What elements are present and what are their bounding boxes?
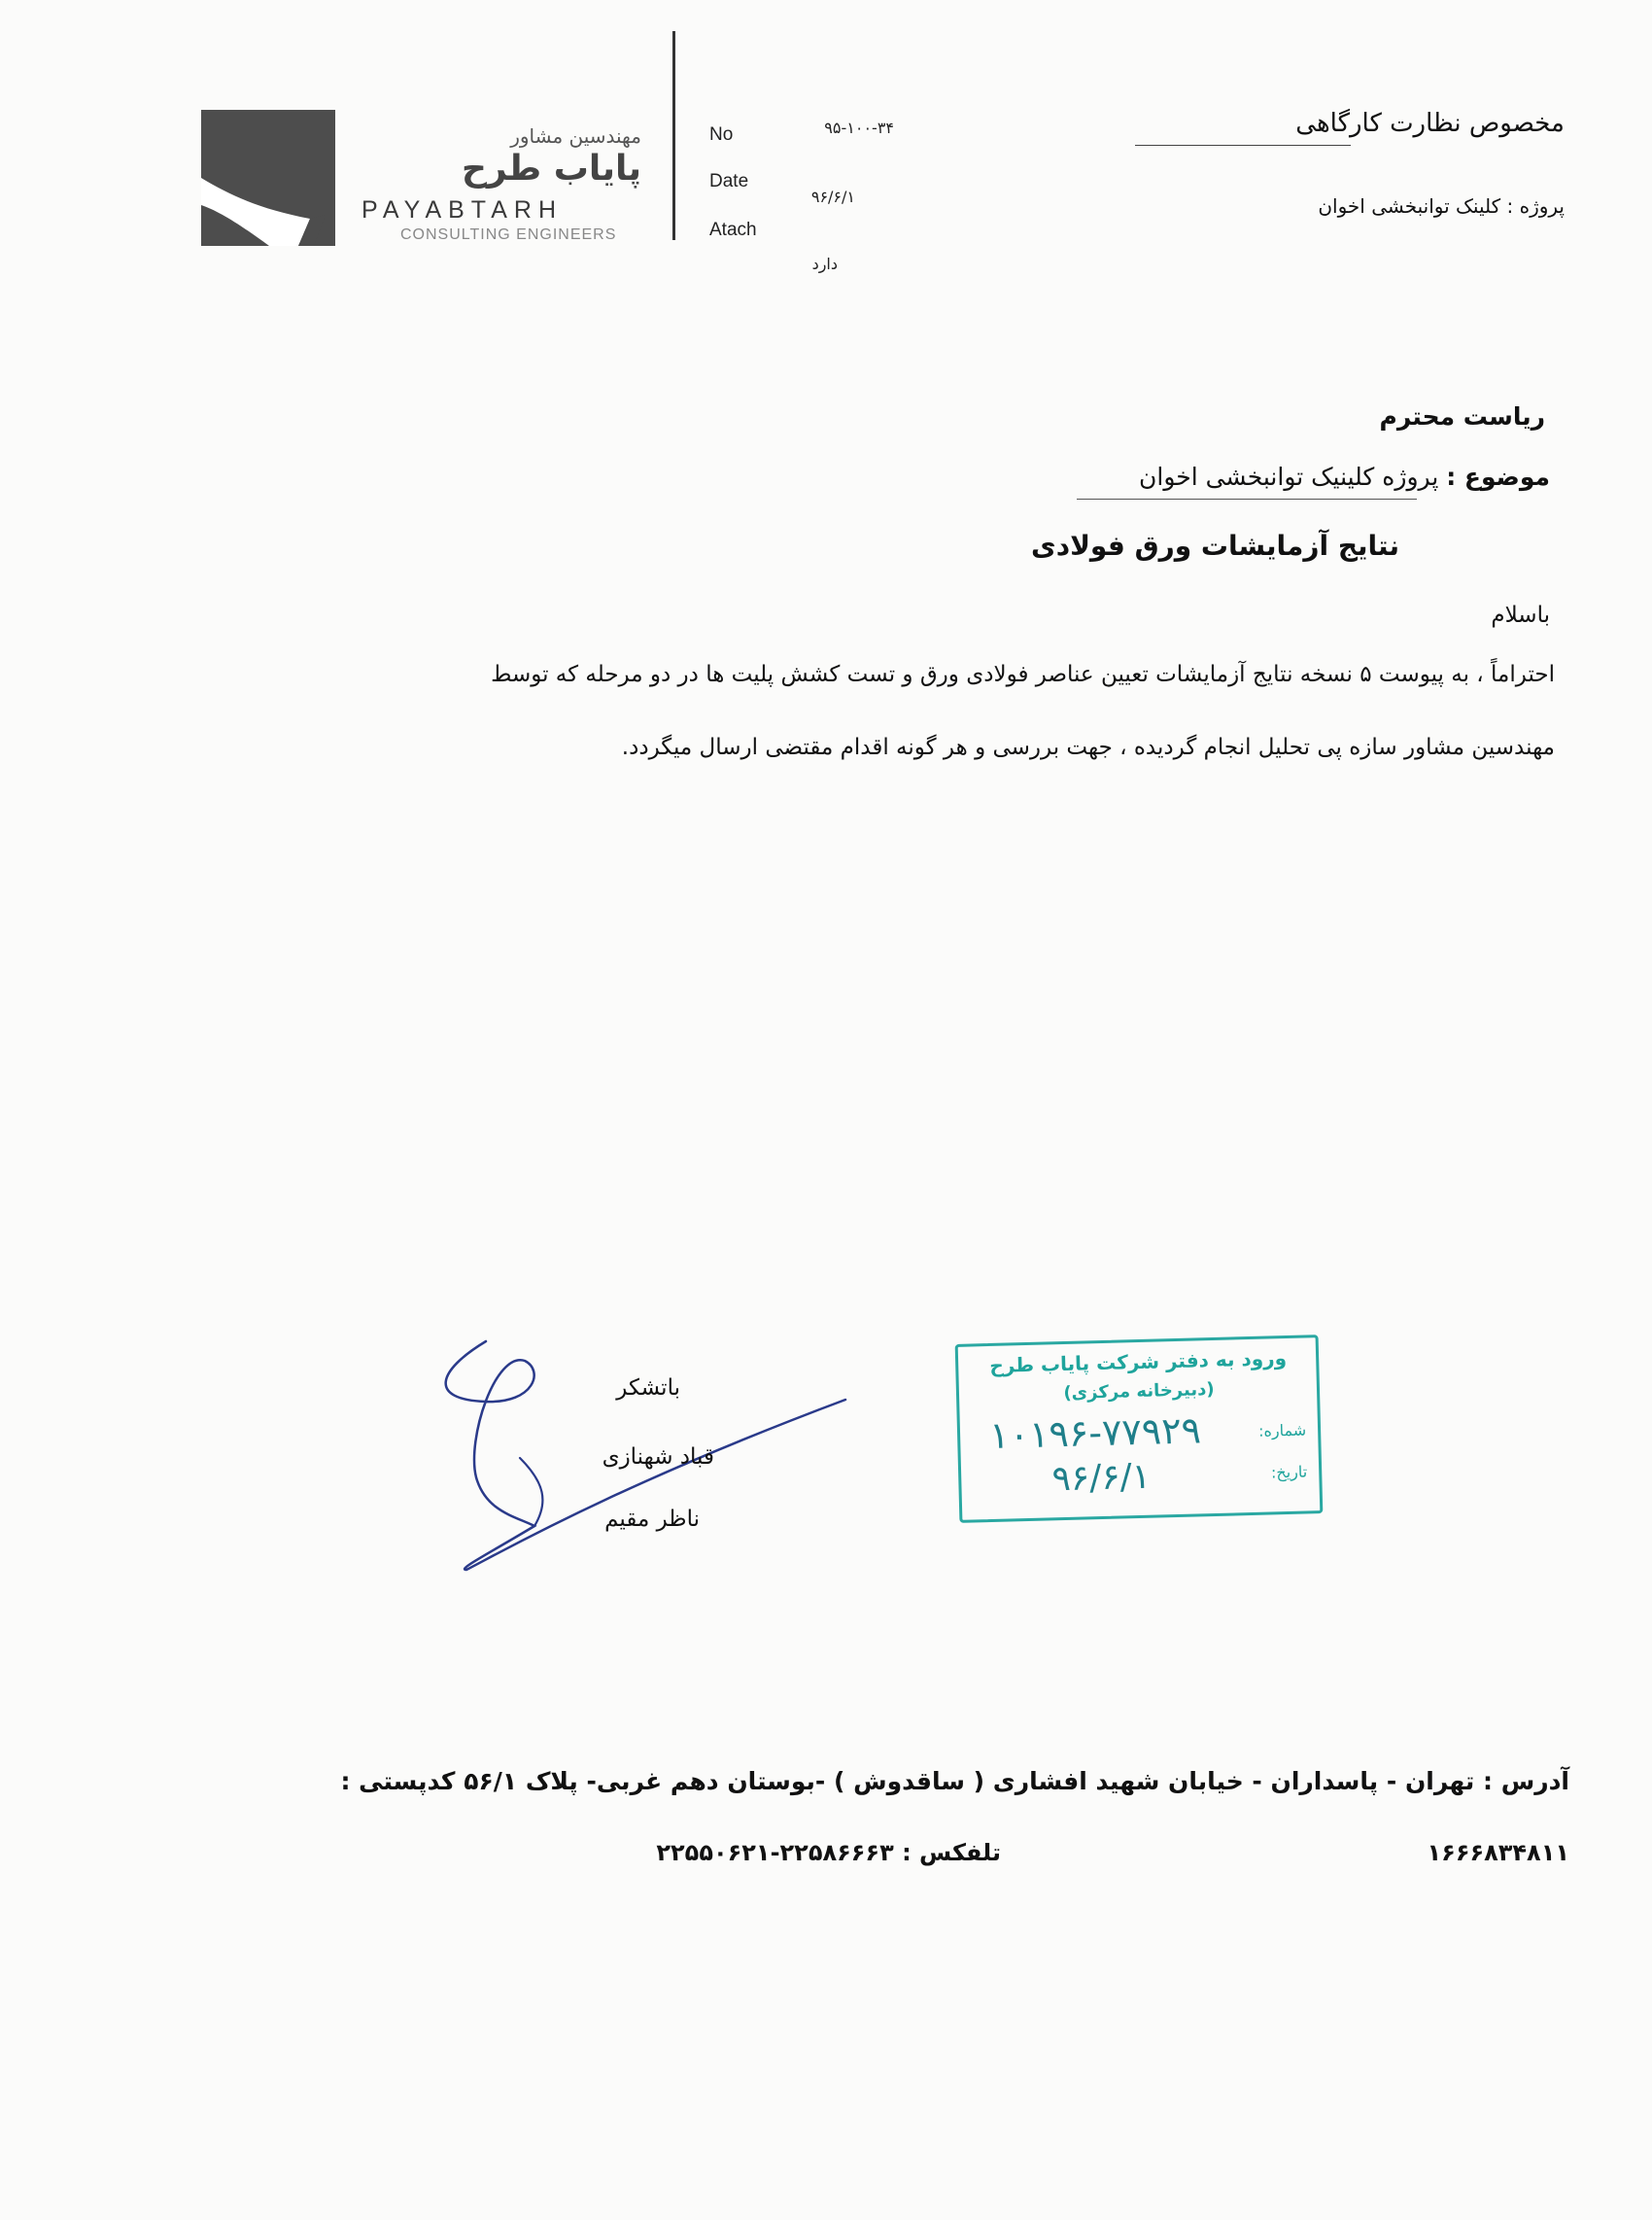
- stamp-date-label: تاریخ:: [1270, 1462, 1308, 1482]
- supervision-underline: [1135, 145, 1351, 146]
- ref-atach-label: Atach: [709, 220, 757, 240]
- footer-postal-code: ۱۶۶۶۸۳۴۸۱۱: [1427, 1839, 1569, 1866]
- footer-phones: تلفکس : ۲۲۵۸۶۶۶۳-۲۲۵۵۰۶۲۱: [656, 1839, 1001, 1866]
- body-paragraph-line-1: احتراماً ، به پیوست ۵ نسخه نتایج آزمایشات تعیین عناصر فولادی ورق و تست کشش پلیت ها در دو مرحله که توسط: [491, 662, 1555, 687]
- logo-subtitle-fa: مهندسین مشاور: [510, 124, 641, 148]
- greeting: ریاست محترم: [1379, 402, 1545, 431]
- project-line: پروژه : کلینک توانبخشی اخوان: [1318, 194, 1565, 218]
- stamp-subtitle: (دبیرخانه مرکزی): [1063, 1378, 1215, 1405]
- logo-tagline-en: CONSULTING ENGINEERS: [400, 226, 617, 243]
- stamp-title: ورود به دفتر شرکت پایاب طرح: [989, 1345, 1288, 1377]
- header-separator: [672, 31, 675, 240]
- salutation: باسلام: [1491, 603, 1550, 628]
- signatory-name: قباد شهنازی: [602, 1444, 714, 1470]
- logo-name-en: PAYABTARH: [361, 196, 564, 224]
- ref-date-label: Date: [709, 171, 749, 191]
- stamp-date-value: ۹۶/۶/۱: [1050, 1456, 1152, 1500]
- supervision-heading: مخصوص نظارت کارگاهی: [1295, 109, 1565, 138]
- body-paragraph-line-2: مهندسین مشاور سازه پی تحلیل انجام گردیده ، جهت بررسی و هر گونه اقدام مقتضی ارسال میگردد.: [621, 735, 1555, 760]
- ref-atach-value: دارد: [811, 255, 838, 273]
- ref-no-label: No: [709, 124, 734, 145]
- subject-row: [855, 463, 1550, 491]
- footer-address: آدرس : تهران - پاسداران - خیابان شهید افشاری ( ساقدوش ) -بوستان دهم غربی- پلاک ۵۶/۱ کدپستی :: [340, 1767, 1569, 1795]
- receipt-stamp: [955, 1335, 1324, 1523]
- subject-value: پروژه کلینیک توانبخشی اخوان: [1139, 463, 1439, 491]
- logo-swoosh-icon: [201, 110, 335, 246]
- ref-date-value: ۹۶/۶/۱: [810, 188, 855, 206]
- stamp-number-value: ۱۰۱۹۶-۷۷۹۲۹: [988, 1408, 1202, 1458]
- company-logo-mark: [201, 110, 335, 246]
- ref-no-value: ۹۵-۱۰۰-۳۴: [824, 119, 894, 137]
- letter-title: نتایج آزمایشات ورق فولادی: [1031, 530, 1399, 562]
- subject-underline: [1077, 499, 1417, 500]
- stamp-number-label: شماره:: [1257, 1420, 1307, 1440]
- signatory-role: ناظر مقیم: [604, 1507, 700, 1532]
- logo-name-fa: پایاب طرح: [461, 149, 641, 189]
- signature-thanks: باتشکر: [616, 1375, 680, 1401]
- subject-label: موضوع :: [1446, 463, 1550, 491]
